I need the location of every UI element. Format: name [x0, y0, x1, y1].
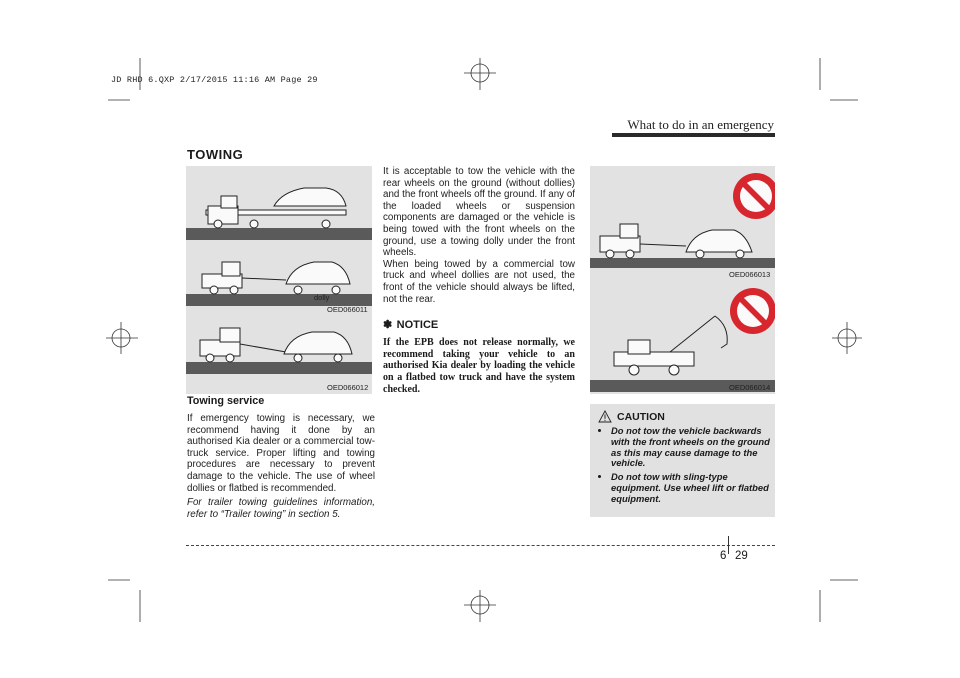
notice-header: [383, 315, 575, 333]
section-title: What to do in an emergency: [627, 117, 774, 132]
notice-title: NOTICE: [396, 319, 439, 332]
tow-truck-drawings: [186, 166, 372, 394]
figure-code: OED066013: [729, 270, 771, 279]
towing-service-section: [187, 395, 375, 520]
caution-header: [598, 410, 665, 423]
prohibited-tow-drawings: [590, 166, 775, 394]
caution-box: [590, 404, 775, 517]
figure-code: OED066012: [327, 383, 369, 392]
caution-item: • Do not tow with sling-type equipment. Use wheel lift or flatbed equipment.: [611, 472, 778, 504]
towing-methods-illustration: [186, 166, 372, 394]
registration-target-top: [464, 58, 496, 90]
towing-service-note: For trailer towing guidelines information, refer to “Trailer towing” in section 5.: [187, 497, 375, 520]
prohibited-towing-illustration: [590, 166, 775, 394]
registration-target-right: [832, 322, 862, 354]
middle-column: [383, 166, 575, 395]
notice-icon: ✽: [383, 319, 393, 332]
towing-service-title: Towing service: [187, 395, 265, 407]
prohibition-sign-icon: [733, 173, 775, 219]
print-slug: JD RHD 6.QXP 2/17/2015 11:16 AM Page 29: [111, 75, 318, 85]
figure-code: OED066011: [327, 305, 368, 314]
page-number: 29: [735, 550, 748, 562]
page-number-separator: [728, 536, 729, 554]
towing-heading: TOWING: [187, 147, 244, 162]
registration-target-left: [106, 322, 138, 354]
figure-code: OED066014: [729, 383, 771, 392]
chapter-number: 6: [720, 550, 727, 562]
warning-triangle-icon: [598, 410, 612, 423]
towing-service-body: If emergency towing is necessary, we recommend having it done by an authorised Kia dealer or a commercial tow-truck service. Proper lifting and towing procedures are necessary to prevent damage to the vehicle. The use of wheel dollies or flatbed is recommended.: [187, 413, 375, 494]
tow-procedure-text: It is acceptable to tow the vehicle with the rear wheels on the ground (without dollies) and the front wheels off the ground. If any of the loaded wheels or suspension components are damaged or the vehicle is being towed with the front wheels on the ground, use a towing dolly under the front wheels.: [383, 166, 575, 259]
caution-item: • Do not tow the vehicle backwards with the front wheels on the ground as this may cause damage to the vehicle.: [611, 426, 778, 469]
caution-title: CAUTION: [617, 410, 665, 423]
dolly-label: dolly: [314, 293, 330, 302]
prohibition-sign-icon: [730, 288, 775, 334]
registration-target-bottom: [464, 590, 496, 622]
notice-body: If the EPB does not release normally, we recommend taking your vehicle to an authorised Kia dealer by loading the vehicle on a flatbed tow truck and have the system checked.: [383, 337, 575, 395]
tow-procedure-text: When being towed by a commercial tow truck and wheel dollies are not used, the front of the vehicle should always be lifted, not the rear.: [383, 258, 575, 305]
footer-divider: [186, 545, 775, 546]
section-title-bar: [612, 133, 775, 137]
caution-list: [602, 426, 778, 505]
